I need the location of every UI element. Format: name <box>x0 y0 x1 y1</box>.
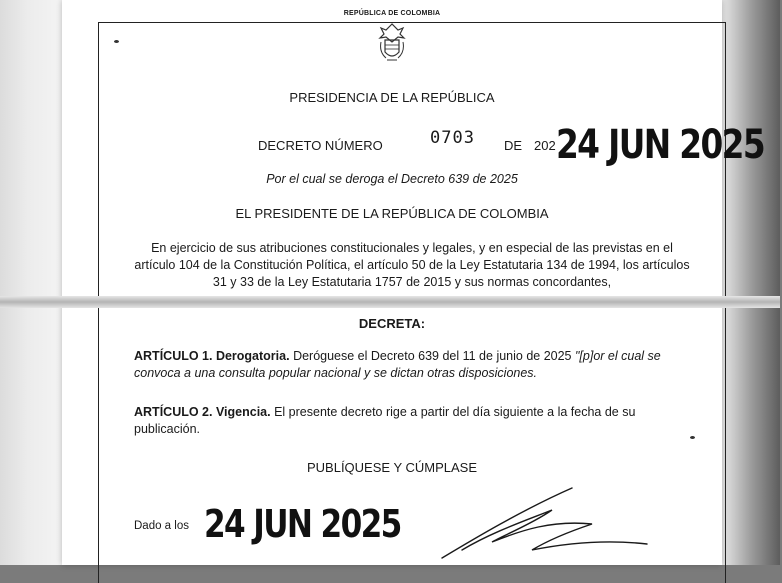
articulo-1-text: Deróguese el Decreto 639 del 11 de junio de 2025 <box>293 349 572 363</box>
coat-of-arms-icon <box>378 22 406 69</box>
decreto-de: DE <box>504 138 523 153</box>
decreto-number: 0703 <box>430 128 475 148</box>
background-right <box>718 0 780 565</box>
scan-speck <box>114 40 119 43</box>
preamble-paragraph: En ejercicio de sus atribuciones constitucionales y legales, y en especial de las previstas en el artículo 104 de la Constitución Política, el artículo 50 de la Ley Estatutaria 134 de 1994, los artículos 31 y 33 de la Ley Estatutaria 1757 de 2015 y sus normas concordantes, <box>134 241 690 289</box>
decreto-label: DECRETO NÚMERO <box>258 138 383 153</box>
decree-page <box>62 0 765 565</box>
republica-header: REPÚBLICA DE COLOMBIA <box>343 10 441 17</box>
decreta-heading: DECRETA: <box>358 316 426 331</box>
decreto-number-line <box>62 122 782 166</box>
president-title: EL PRESIDENTE DE LA REPÚBLICA DE COLOMBIA <box>235 206 549 221</box>
articulo-1-quote: "[p]or el cual se convoca a una consulta popular nacional y se dictan otras disposiciones. <box>134 349 661 380</box>
decreto-year-prefix: 202 <box>534 138 556 153</box>
decree-subtitle: Por el cual se deroga el Decreto 639 de 2025 <box>266 172 518 186</box>
publiquese-heading: PUBLÍQUESE Y CÚMPLASE <box>306 460 478 475</box>
articulo-1 <box>134 348 704 382</box>
date-stamp-bottom: 24 JUN 2025 <box>204 502 401 546</box>
date-stamp-top: 24 JUN 2025 <box>556 122 765 168</box>
background-left <box>0 0 70 565</box>
articulo-2-heading: ARTÍCULO 2. Vigencia. <box>134 405 271 419</box>
presidencia-heading: PRESIDENCIA DE LA REPÚBLICA <box>289 90 495 105</box>
articulo-2 <box>134 404 704 438</box>
articulo-1-heading: ARTÍCULO 1. Derogatoria. <box>134 349 290 363</box>
articulo-2-text: El presente decreto rige a partir del día siguiente a la fecha de su publicación. <box>134 405 636 436</box>
scan-speck <box>690 436 695 439</box>
signature <box>432 480 652 575</box>
dado-label: Dado a los <box>134 520 189 532</box>
page-fold-shadow <box>0 296 780 308</box>
